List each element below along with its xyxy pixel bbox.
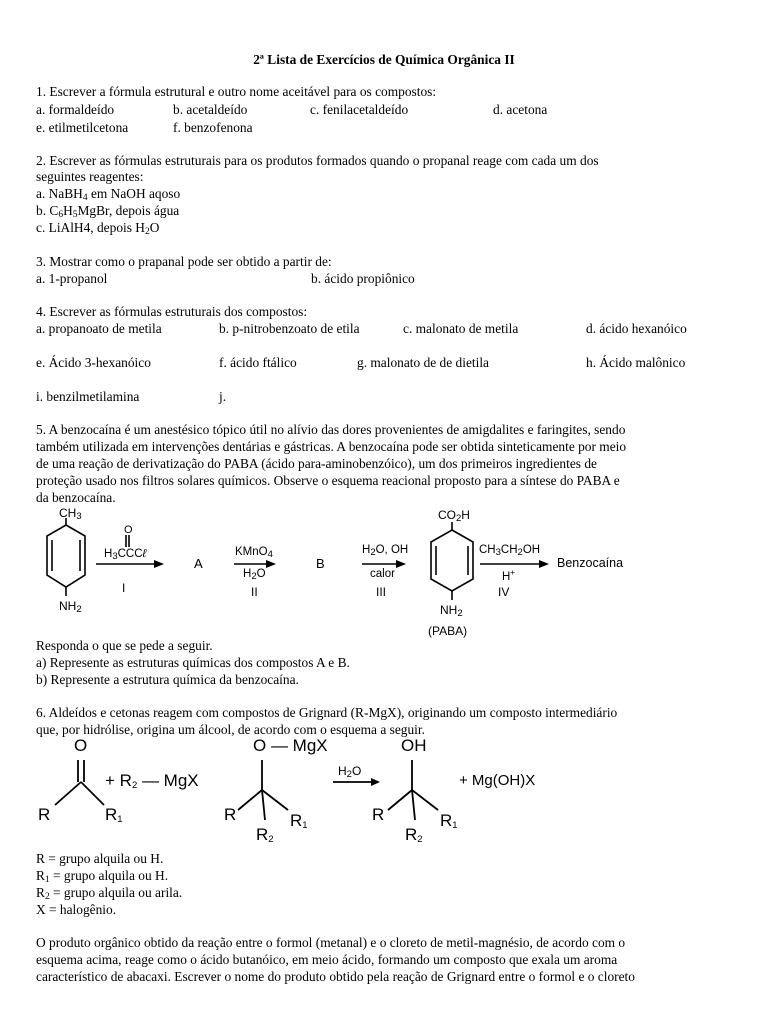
carbonyl-o: O [74, 736, 88, 755]
q1-item-e: e. etilmetilcetona [36, 120, 129, 135]
q3-prompt: 3. Mostrar como o prapanal pode ser obtido a partir de: [36, 254, 332, 269]
benzocaine-label: Benzocaína [557, 556, 624, 570]
q1-item-b: b. acetaldeído [173, 102, 248, 117]
magnesium-byproduct: + Mg(OH)X [459, 772, 536, 789]
q6-para-line3: característico de abacaxi. Escrever o nome do produto obtido pela reação de Grignard entre o formol e o cloreto [36, 969, 635, 984]
carbonyl-r: R [38, 805, 51, 824]
nh2-label: $NH_2$ [59, 599, 82, 615]
q1-item-a: a. formaldeído [36, 102, 115, 117]
q6-def-r1: $R_1$ = grupo alquila ou H. [36, 868, 169, 885]
q5-part-b: b) Represente a estrutura química da benzocaína. [36, 672, 299, 687]
q4-item-i: i. benzilmetilamina [36, 389, 140, 404]
alcohol-r: R [372, 805, 385, 824]
compound-a-label: A [194, 556, 203, 571]
q2-line1: 2. Escrever as fórmulas estruturais para os produtos formados quando o propanal reage com cada um dos [36, 153, 599, 168]
ethanol-label: $CH_3CH_2OH$ [479, 544, 541, 558]
q5-line2: também utilizada em intervenções dentárias e gástricas. A benzocaína pode ser obtida sinteticamente por meio [36, 439, 627, 454]
q4-item-d: d. ácido hexanóico [586, 321, 687, 336]
q5-line4: proteção usado nos filtros solares químicos. Observe o esquema reacional proposto para a síntese do PABA e [36, 473, 620, 488]
alcohol-r2: $R_2$ [405, 825, 423, 845]
q4-item-h: h. Ácido malônico [586, 355, 686, 370]
q1-prompt: 1. Escrever a fórmula estrutural e outro nome aceitável para os compostos: [36, 84, 437, 99]
q2-item-a: a. NaBH$_4$ em NaOH aqoso [36, 186, 181, 203]
alcohol-oh: OH [401, 736, 427, 755]
q4-item-b: b. p-nitrobenzoato de etila [219, 321, 360, 336]
q5-answer-prompt: Responda o que se pede a seguir. [36, 638, 213, 653]
co2h-label: $CO_2H$ [438, 508, 470, 524]
q6-para-line1: O produto orgânico obtido da reação entre o formol (metanal) e o cloreto de metil-magnésio, de acordo com o [36, 935, 626, 950]
q4-item-g: g. malonato de de dietila [357, 355, 490, 370]
q6-def-r: R = grupo alquila ou H. [36, 851, 164, 866]
q4-item-e: e. Ácido 3-hexanóico [36, 355, 151, 370]
q4-item-f: f. ácido ftálico [219, 355, 297, 370]
step-i-label: I [122, 581, 126, 595]
paba-nh2-label: $NH_2$ [440, 603, 463, 619]
q1-item-c: c. fenilacetaldeído [310, 102, 409, 117]
compound-b-label: B [316, 556, 325, 571]
step-ii-label: II [251, 585, 258, 599]
hydrolysis-label: $H_2O$, OH [362, 544, 409, 558]
carbonyl-o-label: O [124, 524, 133, 536]
grignard-reagent: + $R_2$ — MgX [105, 771, 199, 791]
q1-item-f: f. benzofenona [173, 120, 253, 135]
intermediate-r: R [224, 805, 237, 824]
q5-line1: 5. A benzocaína é um anestésico tópico útil no alívio das dores provenientes de amigdalites e faringites, sendo [36, 422, 626, 437]
alcohol-r1: $R_1$ [440, 811, 458, 831]
alkoxide-label: O — MgX [253, 736, 328, 755]
q1-item-d: d. acetona [493, 102, 548, 117]
carbonyl-r1: $R_1$ [105, 805, 123, 825]
intermediate-r1: $R_1$ [290, 811, 308, 831]
q5-line3: de uma reação de derivatização do PABA (ácido para-aminobenzóico), um dos primeiros ingredientes de [36, 456, 597, 471]
q6-def-r2: $R_2$ = grupo alquila ou arila. [36, 885, 183, 902]
paba-label: (PABA) [428, 624, 468, 638]
step-iii-label: III [376, 585, 387, 599]
acetyl-chloride-label: $H_3CCC\ell$ [104, 548, 147, 562]
intermediate-r2: $R_2$ [256, 825, 274, 845]
q4-prompt: 4. Escrever as fórmulas estruturais dos compostos: [36, 304, 308, 319]
q3-item-a: a. 1-propanol [36, 271, 108, 286]
q6-line2: que, por hidrólise, origina um álcool, de acordo com o esquema a seguir. [36, 722, 425, 737]
q2-line2: seguintes reagentes: [36, 169, 144, 184]
q6-line1: 6. Aldeídos e cetonas reagem com compostos de Grignard (R-MgX), originando um composto intermediário [36, 705, 618, 720]
q3-item-b: b. ácido propiônico [311, 271, 415, 286]
q4-item-c: c. malonato de metila [403, 321, 519, 336]
water-label: $H_2O$ [243, 568, 266, 582]
q4-item-j: j. [219, 389, 227, 404]
q5-line5: da benzocaína. [36, 490, 116, 505]
step-iv-label: IV [498, 585, 510, 599]
q5-part-a: a) Represente as estruturas químicas dos compostos A e B. [36, 655, 350, 670]
q4-item-a: a. propanoato de metila [36, 321, 162, 336]
hydrolysis-water: $H_2O$ [338, 764, 362, 780]
hplus-label: H+ [502, 568, 515, 583]
q2-item-b: b. $C_6H_5MgBr$, depois água [36, 203, 180, 220]
calor-label: calor [370, 568, 395, 580]
q6-def-x: X = halogênio. [36, 902, 117, 917]
page-title: 2ª Lista de Exercícios de Química Orgânica II [253, 52, 515, 67]
ch3-label: $CH_3$ [59, 506, 82, 522]
q6-para-line2: esquema acima, reage como o ácido butanóico, em meio ácido, formando um composto que exala um aroma [36, 952, 618, 967]
q2-item-c: c. LiAlH4, depois $H_2O$ [36, 220, 160, 237]
kmno4-label: KMnO$_4$ [235, 546, 273, 560]
